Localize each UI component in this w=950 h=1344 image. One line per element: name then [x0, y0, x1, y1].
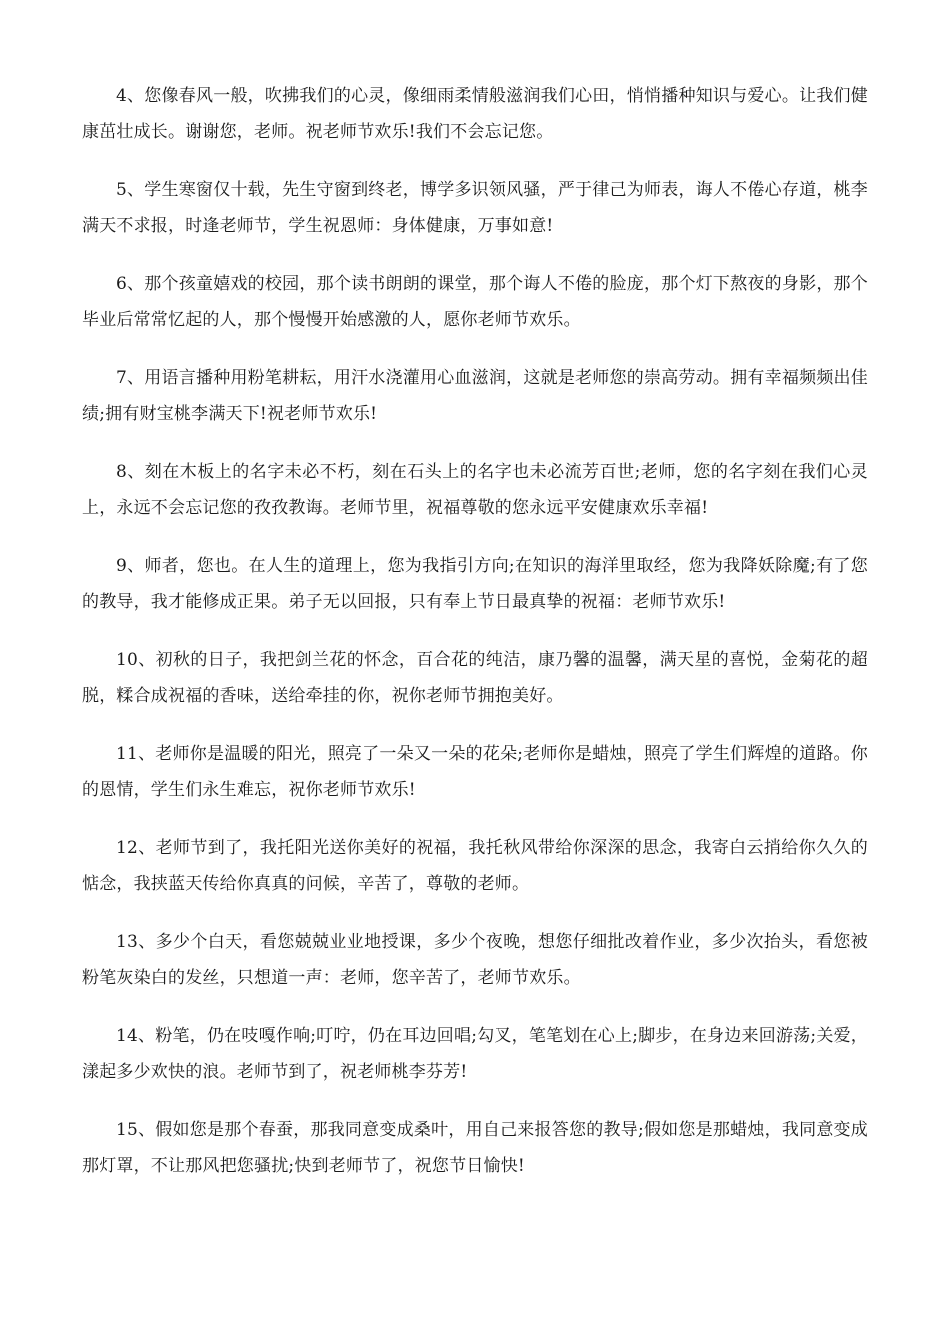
- paragraph-15: 15、假如您是那个春蚕，那我同意变成桑叶，用自己来报答您的教导;假如您是那蜡烛，我同意变成那灯罩，不让那风把您骚扰;快到老师节了，祝您节日愉快!: [82, 1120, 868, 1176]
- paragraph-4: 4、您像春风一般，吹拂我们的心灵，像细雨柔情般滋润我们心田，悄悄播种知识与爱心。让我们健康茁壮成长。谢谢您，老师。祝老师节欢乐!我们不会忘记您。: [82, 86, 868, 142]
- paragraph-13: 13、多少个白天，看您兢兢业业地授课，多少个夜晚，想您仔细批改着作业，多少次抬头，看您被粉笔灰染白的发丝，只想道一声：老师，您辛苦了，老师节欢乐。: [82, 932, 868, 988]
- paragraph-12: 12、老师节到了，我托阳光送你美好的祝福，我托秋风带给你深深的思念，我寄白云捎给你久久的惦念，我挟蓝天传给你真真的问候，辛苦了，尊敬的老师。: [82, 838, 868, 894]
- document-body: [82, 78, 868, 1206]
- paragraph-9: 9、师者，您也。在人生的道理上，您为我指引方向;在知识的海洋里取经，您为我降妖除魔;有了您的教导，我才能修成正果。弟子无以回报，只有奉上节日最真挚的祝福：老师节欢乐!: [82, 556, 868, 612]
- paragraph-14: 14、粉笔，仍在吱嘎作响;叮咛，仍在耳边回唱;勾叉，笔笔划在心上;脚步，在身边来回游荡;关爱，漾起多少欢快的浪。老师节到了，祝老师桃李芬芳!: [82, 1026, 868, 1082]
- paragraph-10: 10、初秋的日子，我把剑兰花的怀念，百合花的纯洁，康乃馨的温馨，满天星的喜悦，金菊花的超脱，糅合成祝福的香味，送给牵挂的你，祝你老师节拥抱美好。: [82, 650, 868, 706]
- paragraph-7: 7、用语言播种用粉笔耕耘，用汗水浇灌用心血滋润，这就是老师您的崇高劳动。拥有幸福频频出佳绩;拥有财宝桃李满天下!祝老师节欢乐!: [82, 368, 868, 424]
- paragraph-11: 11、老师你是温暖的阳光，照亮了一朵又一朵的花朵;老师你是蜡烛，照亮了学生们辉煌的道路。你的恩情，学生们永生难忘，祝你老师节欢乐!: [82, 744, 868, 800]
- paragraph-8: 8、刻在木板上的名字未必不朽，刻在石头上的名字也未必流芳百世;老师，您的名字刻在我们心灵上，永远不会忘记您的孜孜教诲。老师节里，祝福尊敬的您永远平安健康欢乐幸福!: [82, 462, 868, 518]
- paragraph-5: 5、学生寒窗仅十载，先生守窗到终老，博学多识领风骚，严于律己为师表，诲人不倦心存道，桃李满天不求报，时逢老师节，学生祝恩师：身体健康，万事如意!: [82, 180, 868, 236]
- paragraph-6: 6、那个孩童嬉戏的校园，那个读书朗朗的课堂，那个诲人不倦的脸庞，那个灯下熬夜的身影，那个毕业后常常忆起的人，那个慢慢开始感激的人，愿你老师节欢乐。: [82, 274, 868, 330]
